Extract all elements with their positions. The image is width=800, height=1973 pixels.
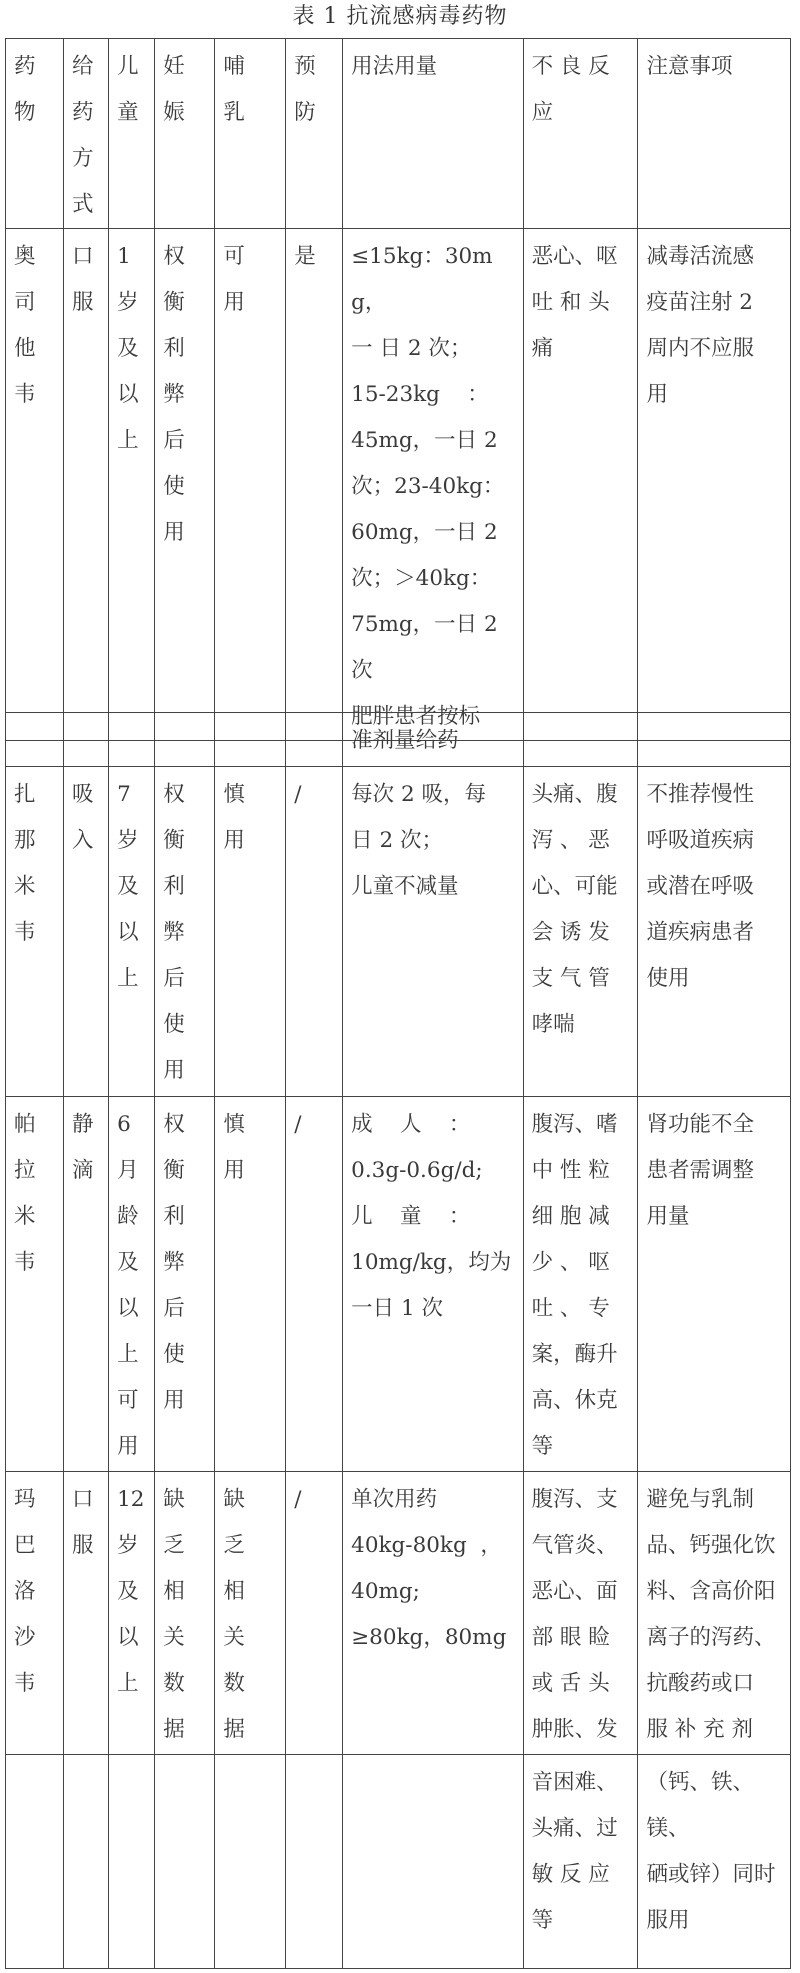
drug-table-part-1 — [5, 38, 791, 741]
cell-route: 静 滴 — [63, 1097, 108, 1472]
cell-precautions: （钙、铁、镁、 硒或锌）同时 服用 — [638, 1755, 791, 1969]
header-prevention: 预 防 — [286, 39, 343, 229]
cell-route: 口 服 — [63, 1472, 108, 1755]
cell-prevention — [286, 713, 343, 767]
cell-pregnancy: 权 衡 利 弊 后 使 用 — [155, 767, 215, 1097]
cell-children: 7 岁 及 以 上 — [109, 767, 155, 1097]
table-row — [6, 1472, 791, 1755]
cell-drug — [6, 713, 64, 767]
cell-lactation: 缺 乏 相 关 数 据 — [215, 1472, 286, 1755]
header-adverse-reactions: 不 良 反 应 — [523, 39, 638, 229]
cell-lactation: 慎 用 — [215, 1097, 286, 1472]
cell-dosage: 准剂量给药 — [343, 713, 523, 767]
cell-precautions: 减毒活流感 疫苗注射 2 周内不应服 用 — [638, 229, 791, 741]
cell-route: 口 服 — [63, 229, 108, 741]
cell-pregnancy: 权 衡 利 弊 后 使 用 — [155, 1097, 215, 1472]
drug-table-part-3 — [5, 1754, 791, 1969]
cell-adverse-reactions: 头痛、腹 泻 、 恶 心、可能 会 诱 发 支 气 管 哮喘 — [523, 767, 638, 1097]
cell-dosage — [343, 1755, 523, 1969]
cell-adverse-reactions — [523, 713, 638, 767]
header-drug: 药 物 — [6, 39, 64, 229]
header-precautions: 注意事项 — [638, 39, 791, 229]
cell-route — [63, 1755, 108, 1969]
cell-adverse-reactions: 恶心、呕 吐 和 头 痛 — [523, 229, 638, 741]
table-row — [6, 1755, 791, 1969]
cell-drug: 玛 巴 洛 沙 韦 — [6, 1472, 64, 1755]
cell-drug — [6, 1755, 64, 1969]
cell-dosage: ≤15kg：30mg， 一 日 2 次； 15-23kg ： 45mg，一日 2 次；23-40kg： 60mg，一日 2 次；＞40kg： 75mg，一日 2 次 肥胖患者按标 — [343, 229, 523, 741]
cell-pregnancy: 权 衡 利 弊 后 使 用 — [155, 229, 215, 741]
cell-prevention: / — [286, 1097, 343, 1472]
table-header-row — [6, 39, 791, 229]
table-row — [6, 229, 791, 741]
header-children: 儿 童 — [109, 39, 155, 229]
cell-prevention: 是 — [286, 229, 343, 741]
cell-precautions — [638, 713, 791, 767]
header-lactation: 哺 乳 — [215, 39, 286, 229]
cell-prevention: / — [286, 767, 343, 1097]
cell-children: 1 岁 及 以 上 — [109, 229, 155, 741]
cell-route — [63, 713, 108, 767]
table-row — [6, 1097, 791, 1472]
cell-precautions: 肾功能不全 患者需调整 用量 — [638, 1097, 791, 1472]
drug-table-part-2 — [5, 712, 791, 1755]
table-row — [6, 767, 791, 1097]
table-title: 表 1 抗流感病毒药物 — [292, 4, 508, 29]
cell-dosage: 成 人 ： 0.3g-0.6g/d; 儿 童 ： 10mg/kg，均为 一日 1 次 — [343, 1097, 523, 1472]
header-dosage: 用法用量 — [343, 39, 523, 229]
cell-prevention: / — [286, 1472, 343, 1755]
cell-children — [109, 713, 155, 767]
cell-prevention — [286, 1755, 343, 1969]
cell-lactation — [215, 713, 286, 767]
cell-lactation: 慎 用 — [215, 767, 286, 1097]
cell-children — [109, 1755, 155, 1969]
table-row — [6, 713, 791, 767]
cell-pregnancy — [155, 1755, 215, 1969]
cell-children: 6 月 龄 及 以 上 可 用 — [109, 1097, 155, 1472]
cell-pregnancy: 缺 乏 相 关 数 据 — [155, 1472, 215, 1755]
cell-drug: 扎 那 米 韦 — [6, 767, 64, 1097]
header-pregnancy: 妊 娠 — [155, 39, 215, 229]
cell-drug: 奥 司 他 韦 — [6, 229, 64, 741]
cell-precautions: 避免与乳制 品、钙强化饮 料、含高价阳 离子的泻药、 抗酸药或口 服 补 充 剂 — [638, 1472, 791, 1755]
cell-dosage: 单次用药 40kg-80kg ， 40mg; ≥80kg，80mg — [343, 1472, 523, 1755]
cell-lactation: 可 用 — [215, 229, 286, 741]
header-route: 给 药 方 式 — [63, 39, 108, 229]
cell-children: 12 岁 及 以 上 — [109, 1472, 155, 1755]
cell-adverse-reactions: 腹泻、嗜 中 性 粒 细 胞 减 少 、 呕 吐 、 专 案，酶升 高、休克 等 — [523, 1097, 638, 1472]
cell-dosage: 每次 2 吸，每 日 2 次； 儿童不减量 — [343, 767, 523, 1097]
cell-precautions: 不推荐慢性 呼吸道疾病 或潜在呼吸 道疾病患者 使用 — [638, 767, 791, 1097]
cell-drug: 帕 拉 米 韦 — [6, 1097, 64, 1472]
cell-adverse-reactions: 腹泻、支 气管炎、 恶心、面 部 眼 睑 或 舌 头 肿胀、发 — [523, 1472, 638, 1755]
cell-lactation — [215, 1755, 286, 1969]
cell-adverse-reactions: 音困难、 头痛、过 敏 反 应 等 — [523, 1755, 638, 1969]
cell-route: 吸 入 — [63, 767, 108, 1097]
cell-pregnancy — [155, 713, 215, 767]
